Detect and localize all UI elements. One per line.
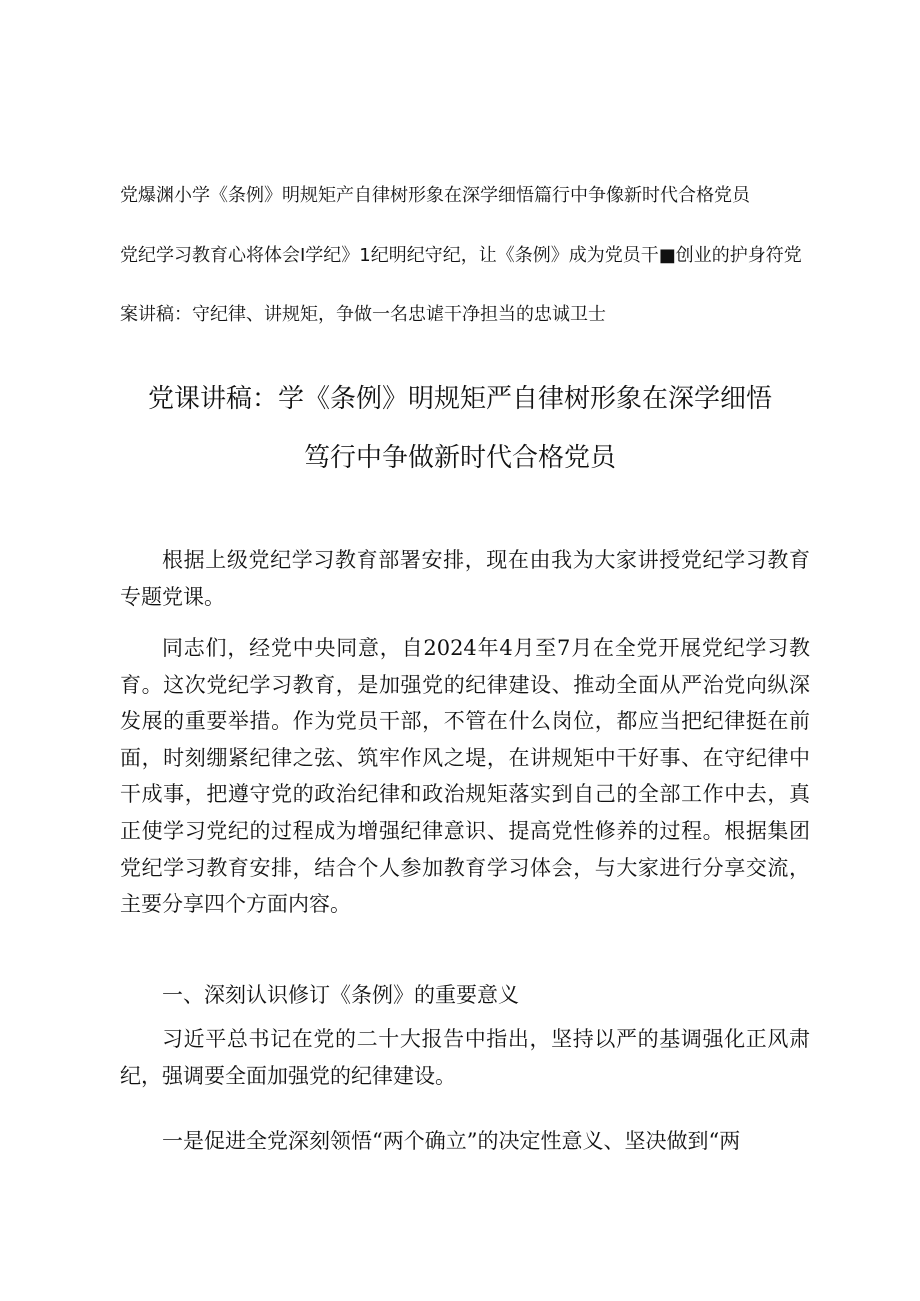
section-heading-1: 一、深刻认识修订《条例》的重要意义 (162, 983, 519, 1007)
header-line-2: 党纪学习教育心将体会I学纪》1纪明纪守纪，让《条例》成为党员干■创业的护身符党 (120, 245, 802, 266)
paragraph-main-block (120, 630, 810, 923)
paragraph-main: 同志们，经党中央同意，自2024年4月至7月在全党开展党纪学习教育。这次党纪学习教育，是加强党的纪律建设、推动全面从严治党向纵深发展的重要举措。作为党员干部，不管在什么岗位，都应当把纪律挺在前面，时刻绷紧纪律之弦、筑牢作风之堤，在讲规矩中干好事、在守纪律中干成事，把遵守党的政治纪律和政治规矩落实到自己的全部工作中去，真正使学习党纪的过程成为增强纪律意识、提高党性修养的过程。根据集团党纪学习教育安排，结合个人参加教育学习体会，与大家进行分享交流，主要分享四个方面内容。 (120, 636, 810, 917)
paragraph-point-block (120, 1123, 810, 1160)
header-line-1: 党爆渊小学《条例》明规矩产自律树形象在深学细悟篇行中争像新时代合格党员 (120, 185, 750, 206)
section-heading-block (120, 977, 810, 1014)
paragraph-intro: 根据上级党纪学习教育部署安排，现在由我为大家讲授党纪学习教育专题党课。 (120, 548, 810, 609)
header-line-3: 案讲稿：守纪律、讲规矩，争做一名忠谑干净担当的忠诚卫士 (120, 304, 606, 325)
paragraph-intro-block (120, 542, 810, 615)
paragraph-point-1: 一是促进全党深刻领悟“两个确立”的决定性意义、坚决做到“两 (162, 1129, 741, 1153)
document-title-line-2: 笃行中争做新时代合格党员 (303, 443, 616, 473)
paragraph-quote-block (120, 1021, 810, 1094)
paragraph-quote: 习近平总书记在党的二十大报告中指出，坚持以严的基调强化正风肃纪，强调要全面加强党的纪律建设。 (120, 1027, 810, 1088)
document-title-line-1: 党课讲稿：学《条例》明规矩严自律树形象在深学细悟 (147, 384, 772, 414)
